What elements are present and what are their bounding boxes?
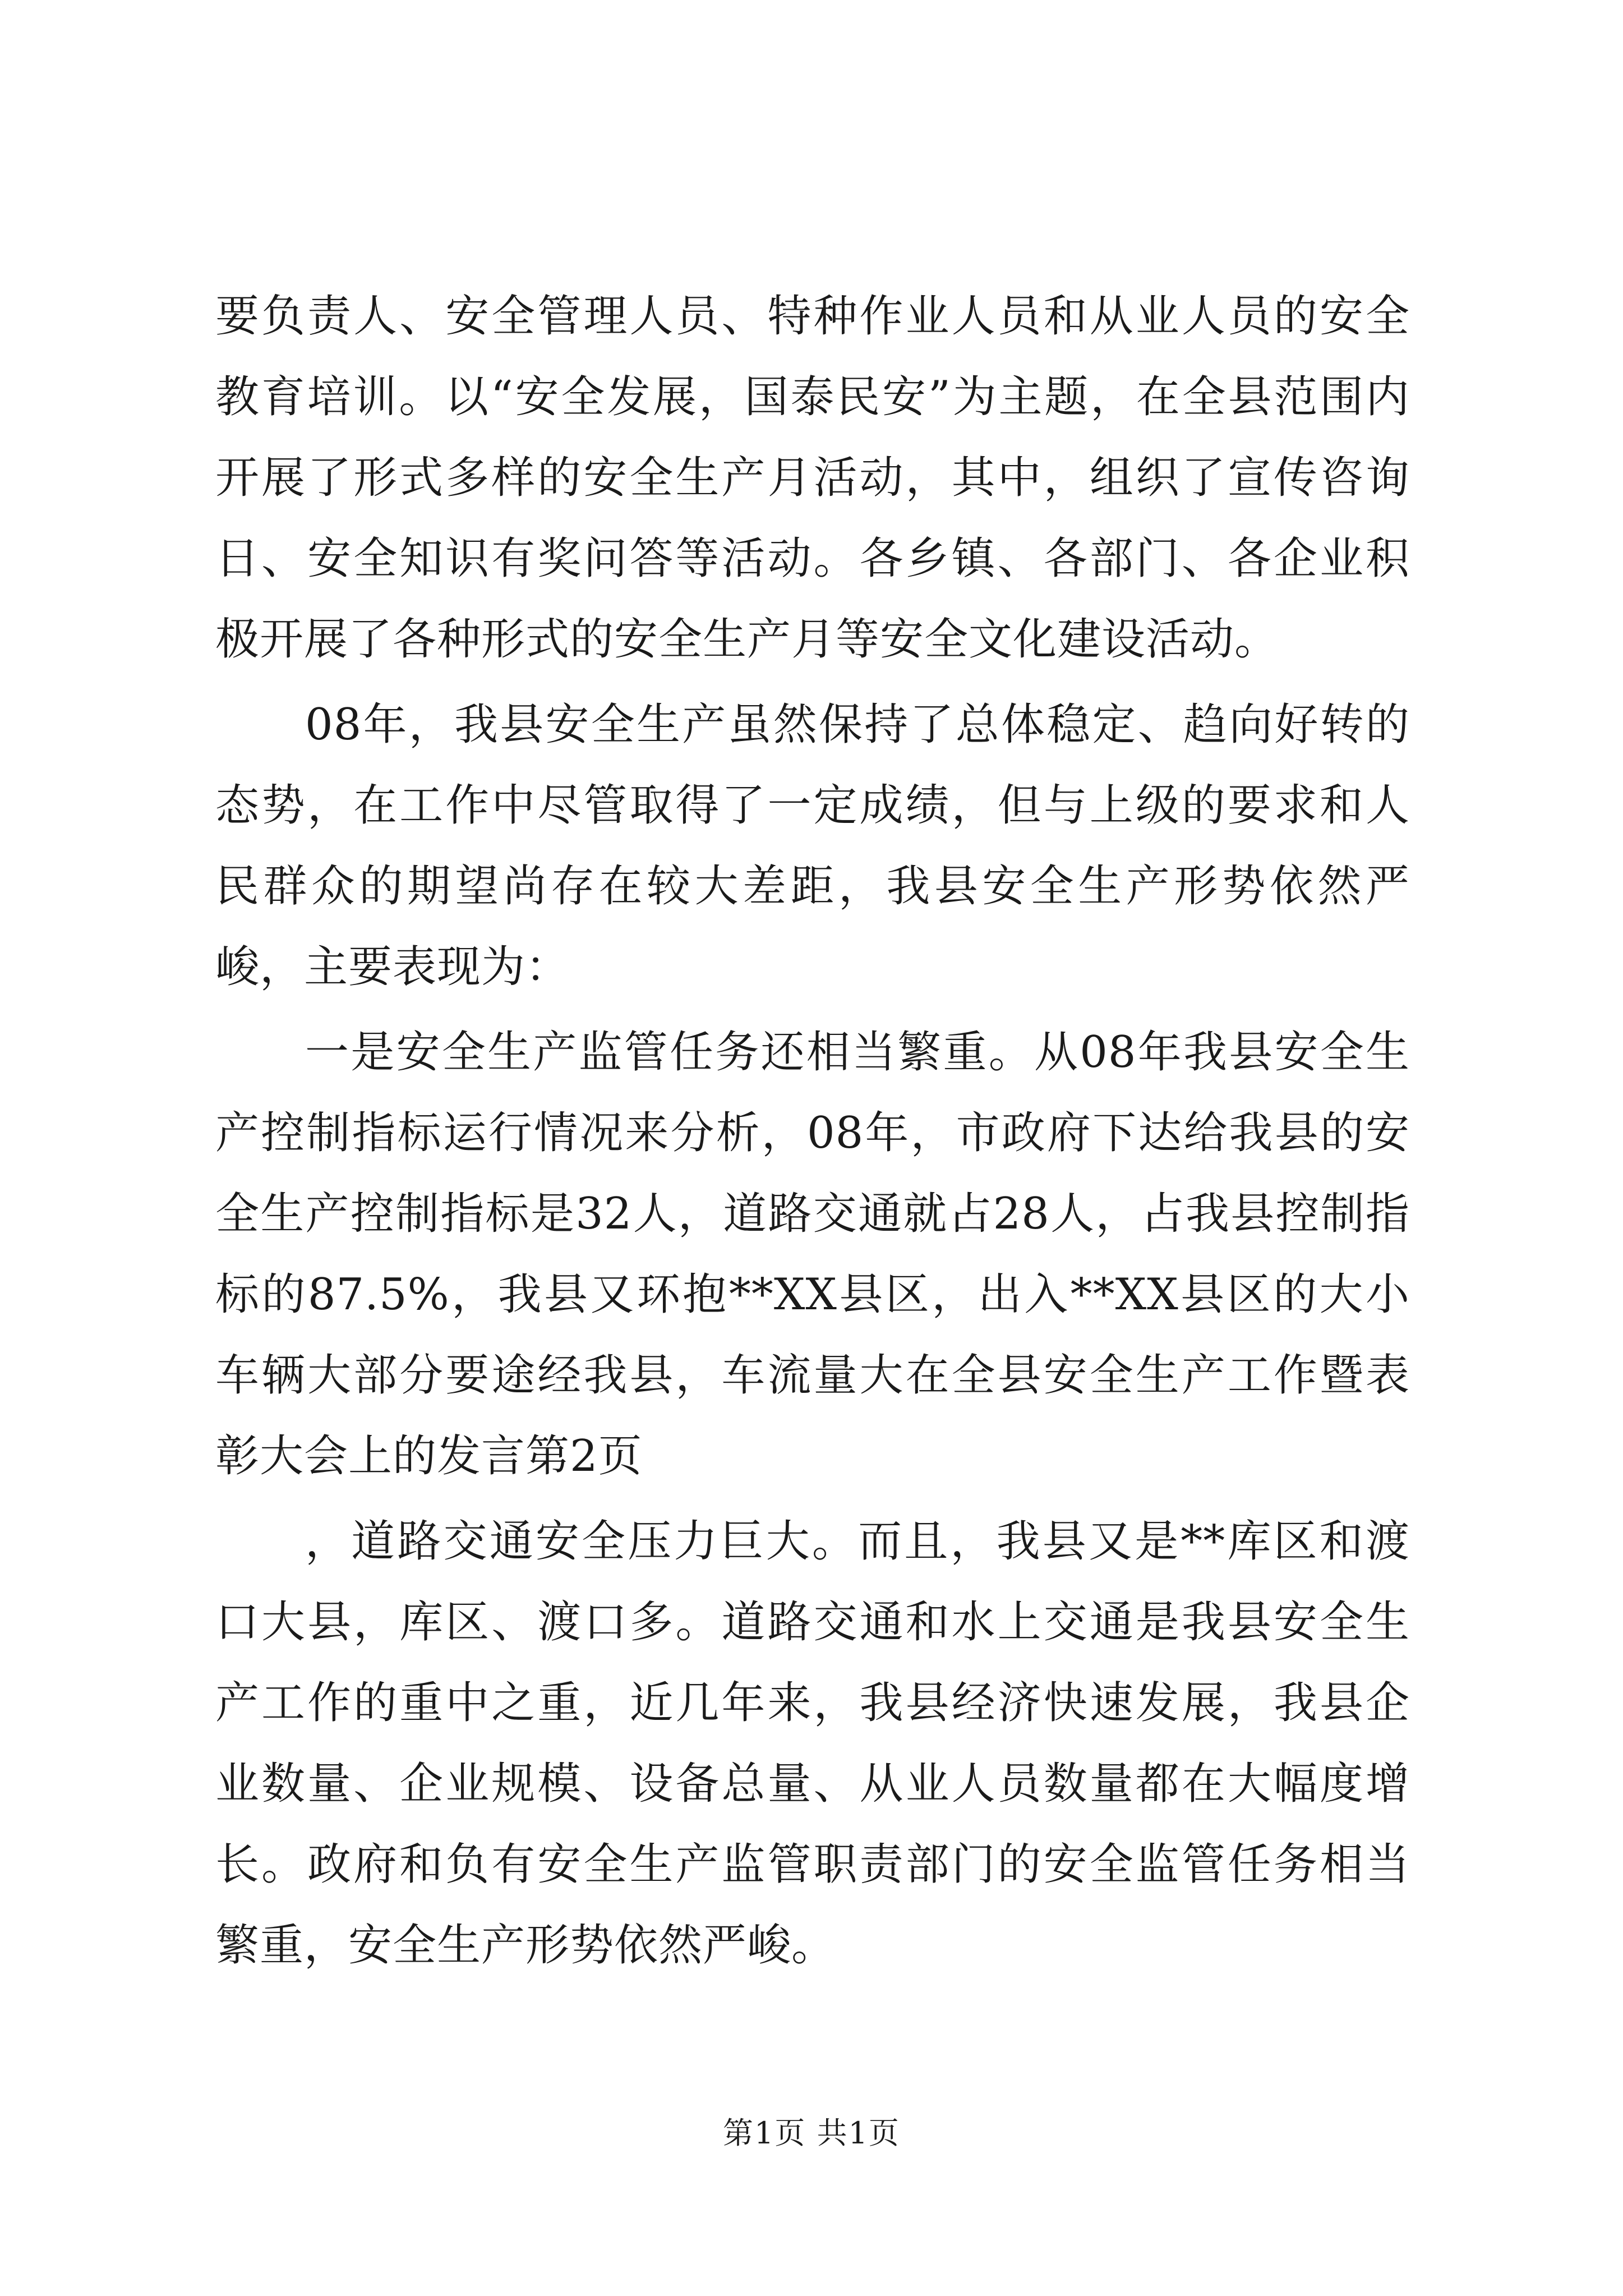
page-number-footer: 第1页 共1页 <box>723 2115 900 2151</box>
paragraph-4: ，道路交通安全压力巨大。而且，我县又是**库区和渡口大县，库区、渡口多。道路交通和水上交通是我县安全生产工作的重中之重，近几年来，我县经济快速发展，我县企业数量、企业规模、设备总量、从业人员数量都在大幅度增长。政府和负有安全生产监管职责部门的安全监管任务相当繁重，安全生产形势依然严峻。 <box>215 1516 1410 1971</box>
document-body <box>215 276 1410 1986</box>
paragraph-2: 08年，我县安全生产虽然保持了总体稳定、趋向好转的态势，在工作中尽管取得了一定成绩，但与上级的要求和人民群众的期望尚存在较大差距，我县安全生产形势依然严峻，主要表现为： <box>215 700 1410 992</box>
paragraph-3: 一是安全生产监管任务还相当繁重。从08年我县安全生产控制指标运行情况来分析，08年，市政府下达给我县的安全生产控制指标是32人，道路交通就占28人，占我县控制指标的87.5%，我县又环抱**XX县区，出入**XX县区的大小车辆大部分要途经我县，车流量大在全县安全生产工作暨表彰大会上的发言第2页 <box>215 1027 1410 1481</box>
paragraph-1: 要负责人、安全管理人员、特种作业人员和从业人员的安全教育培训。以“安全发展，国泰民安”为主题，在全县范围内开展了形式多样的安全生产月活动，其中，组织了宣传咨询日、安全知识有奖问答等活动。各乡镇、各部门、各企业积极开展了各种形式的安全生产月等安全文化建设活动。 <box>215 291 1410 665</box>
